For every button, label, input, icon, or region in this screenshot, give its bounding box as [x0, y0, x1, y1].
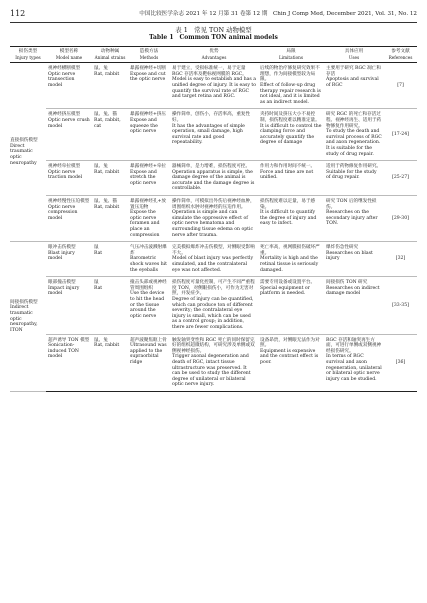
use-cell: 适用于药物修复作用研究。 Suitable for the study of drug repair.	[324, 161, 384, 196]
method-cell: 暴露视神经+挤压 Expose and squeeze the optic nerve	[128, 109, 170, 161]
use-cell: 研究 TON 后的继发性损伤。 Researches on the secondary injury after TON.	[324, 196, 384, 242]
method-cell: 暴露视神经+切断 Expose and cut the optic nerve	[128, 63, 170, 109]
model-name-cell: 视神经横断模型 Optic nerve transection model	[46, 63, 92, 109]
limitation-cell: 后续的物治疗修复研究效果不理想，作为间接模型较为局限。 Effect of follow-up drug therapy repair research is not ideal, and it is limited as an indirect model.	[258, 63, 324, 109]
use-cell: RGC 存活和轴突再生方面，可进行单侧或双侧视神经损伤研究。 In terms of RGC survival and axon regeneration, unilateral or bilateral optic nerve injury can be studied.	[324, 334, 384, 391]
advantage-cell: 触发轴突变性和 RGC 死亡的同时保留完好的组织超微结构，可研究涉及单侧或双侧视神经损伤。 Trigger axonal degeneration and death of RGC, intact tissue ultrastructure was preserved. It can be used to study the different degree of unilateral or bilateral optic nerve injury.	[170, 334, 258, 391]
method-cell: 暴露视神经+牵拉 Expose and stretch the optic nerve	[128, 161, 170, 196]
advantage-cell: 器械简单，是力增难，损伤程度可控。 Operation apparatus is simple, the damage degree of the animal is accurate and the damage degree is controllable.	[170, 161, 258, 196]
use-cell: 爆炸伤急性研究 Researches on blast injury	[324, 242, 384, 277]
method-cell: 气压冲击波溅射爆炸 Barometric shock waves hit the eyeballs	[128, 242, 170, 277]
model-name-cell: 眼冲击伤模型 Blast injury model	[46, 242, 92, 277]
method-cell: 超声波聚焦眶上骨 Ultrasound was applied to the supraorbital ridge	[128, 334, 170, 391]
table-row	[10, 161, 417, 196]
table-row	[10, 63, 417, 109]
table-row	[10, 242, 417, 277]
model-name-cell: 超声诱导 TON 模型 Sonication-induced TON model	[46, 334, 92, 391]
table-row	[10, 277, 417, 334]
strain-cell: 鼠、兔 Rat, rabbit	[92, 161, 128, 196]
model-name-cell: 视神经牵拉模型 Optic nerve traction model	[46, 161, 92, 196]
reference-cell: [25-27]	[384, 161, 417, 196]
strain-cell: 鼠 Rat	[92, 242, 128, 277]
table-header-row	[10, 47, 417, 63]
advantage-cell: 操作简单，创伤小，存活率高，重复性好。 It has the advantages of simple operation, small damage, high survival rate and good repeatability.	[170, 109, 258, 161]
injury-type-cell: 间接损伤模型 Indirect traumatic optic neuropathy, ITON	[10, 242, 46, 392]
use-cell: 间接损伤 TON 研究 Researches on indirect damage model	[324, 277, 384, 334]
reference-cell: [29-30]	[384, 196, 417, 242]
reference-cell: [17-24]	[384, 109, 417, 161]
limitation-cell: 作用力和作用时间不统一。 Force and time are not unified.	[258, 161, 324, 196]
model-name-cell: 眼部撞击模型 Impact injury model	[46, 277, 92, 334]
column-header: 优势 Advantages	[170, 47, 258, 63]
advantage-cell: 完美模拟爆炸冲击伤模型，对侧眼受影响不大。 Model of blast injury was perfectly simulated, and the contralateral eye was not affected.	[170, 242, 258, 277]
column-header: 动物种属 Animal strains	[92, 47, 128, 63]
use-cell: 主要用于研究 RGC 凋亡和存活 Apoptosis and survival of RGC	[324, 63, 384, 109]
model-name-cell: 视神经慢性压迫模型 Optic nerve compression model	[46, 196, 92, 242]
column-header: 损伤类型 Injury types	[10, 47, 46, 63]
method-cell: 暴露视神经孔+放置压迫物 Expose the optic nerve foramen and place an compression	[128, 196, 170, 242]
reference-cell: [32]	[384, 242, 417, 277]
limitation-cell: 损伤程度难以定量，易于感染。 It is difficult to quantify the degree of injury and easy to infect.	[258, 196, 324, 242]
table-row	[10, 196, 417, 242]
injury-type-cell: 直接损伤模型 Direct traumatic optic neuropathy	[10, 63, 46, 242]
page-number: 112	[10, 9, 26, 18]
running-header	[10, 8, 417, 20]
column-header: 具体应用 Uses	[324, 47, 384, 63]
advantage-cell: 操作简单，可模拟出外伤后视神经血肿，周围组织水肿对视神经的压迫作用。 Operation is simple and can simulate the oppressive effect of optic nerve hematoma and surrounding tissue edema on optic nerve after trauma.	[170, 196, 258, 242]
advantage-cell: 损伤程度可量化控制，可产生不同严重程度 TON，对侧眼损伤小，可作为无害对照，并发症少。 Degree of injury can be quantified, which can produce ton of different severity; the contralateral eye injury is small, which can be used as a control group; in addition, there are fewer complications.	[170, 277, 258, 334]
strain-cell: 鼠 Rat	[92, 277, 128, 334]
table-row	[10, 334, 417, 391]
limitation-cell: 死亡率高，视网膜损伤破坏严重。 Mortality is high and the retinal tissue is seriously damaged.	[258, 242, 324, 277]
strain-cell: 鼠、兔、猫 Rat, rabbit, cat	[92, 109, 128, 161]
reference-cell: [36]	[384, 334, 417, 391]
column-header: 局限 Limitations	[258, 47, 324, 63]
column-header: 造模方法 Methods	[128, 47, 170, 63]
strain-cell: 鼠、兔 Rat, rabbit	[92, 334, 128, 391]
header-rule	[10, 22, 417, 23]
strain-cell: 鼠、兔 Rat, rabbit	[92, 63, 128, 109]
table-caption-cn: 表 1 常见 TON 动物模型	[175, 26, 252, 34]
table-caption-en: Table 1 Common TON animal models	[149, 34, 278, 41]
limitation-cell: 设备昂贵，对侧眼无法作为对照。 Equipment is expensive and the contrast effect is poor.	[258, 334, 324, 391]
limitation-cell: 夹持时间及挤压大小不易控制，损伤程度难以精准定量。 It is difficult to control the clamping force and accurately quantify the degree of damage	[258, 109, 324, 161]
column-header: 参考文献 References	[384, 47, 417, 63]
strain-cell: 鼠、兔、猫 Rat, rabbit	[92, 196, 128, 242]
journal-citation: 中国比较医学杂志 2021 年 12 月第 31 卷第 12 期 Chin J Comp Med, December 2021, Vol. 31, No. 12	[139, 11, 417, 17]
reference-cell: [33-35]	[384, 277, 417, 334]
table-caption	[0, 26, 427, 42]
advantage-cell: 易于建立，受损标准统一，易于定量 RGC 存活率及靶标视网膜的 RGC。 Model is easy to establish and has a unified degree of injury. It is easy to quantify the survival rate of RGC and target retina and RGC.	[170, 63, 258, 109]
column-header: 模型名称 Model name	[46, 47, 92, 63]
model-name-cell: 视神经挤压模型 Optic nerve crush model	[46, 109, 92, 161]
reference-cell: [7]	[384, 63, 417, 109]
limitation-cell: 需要专用设备或设置平台。 Special equipment or platform is needed.	[258, 277, 324, 334]
table-row	[10, 109, 417, 161]
method-cell: 撞击头部或视神经管周围组织 Use the device to hit the head or the tissue around the optic nerve	[128, 277, 170, 334]
animal-model-table	[10, 46, 417, 392]
use-cell: 研究 RGC 的死亡和存活过程、视神经再生、适用于药物修复作用研究。 To study the death and survival process of RGC and axon regeneration. It is suitable for the study of drug repair.	[324, 109, 384, 161]
